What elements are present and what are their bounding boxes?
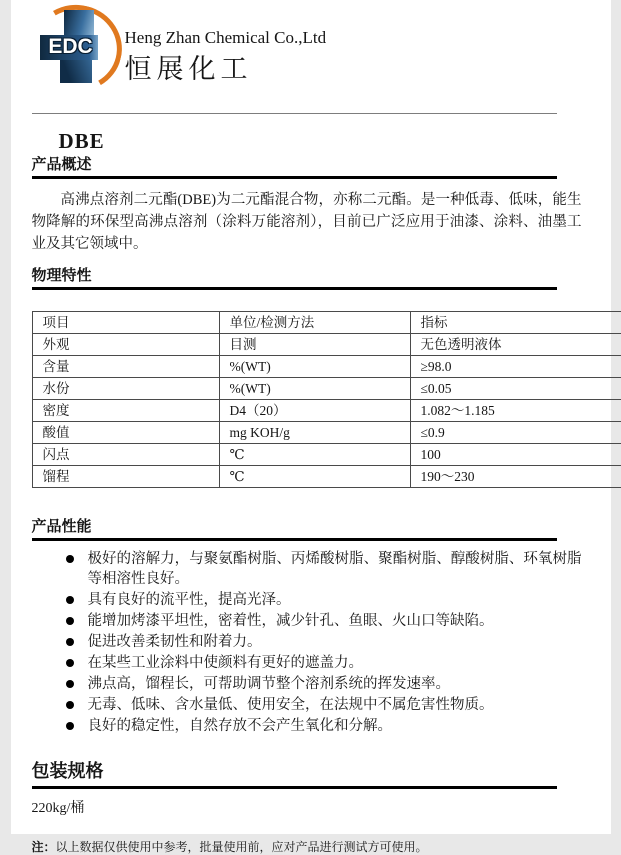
bullet-text: 具有良好的流平性，提高光泽。 (88, 592, 291, 608)
list-item (32, 716, 582, 736)
list-item (32, 632, 582, 652)
col-header-item: 项目 (32, 312, 219, 334)
table-row (32, 356, 621, 378)
table-row (32, 400, 621, 422)
packaging-spec: 220kg/桶 (32, 800, 611, 818)
cell-item: 酸值 (32, 422, 219, 444)
bullet-icon (66, 659, 74, 667)
cell-item: 馏程 (32, 466, 219, 488)
bullet-text: 无毒、低味、含水量低、使用安全，在法规中不属危害性物质。 (88, 697, 494, 713)
cell-unit: ℃ (219, 466, 410, 488)
cell-unit: %(WT) (219, 356, 410, 378)
cell-unit: mg KOH/g (219, 422, 410, 444)
section-heading-physical: 物理特性 (32, 267, 557, 290)
company-block (125, 8, 327, 85)
bullet-text: 良好的稳定性，自然存放不会产生氧化和分解。 (88, 718, 393, 734)
header-divider (32, 113, 557, 114)
cell-spec: 100 (410, 444, 621, 466)
bullet-text: 在某些工业涂料中使颜料有更好的遮盖力。 (88, 655, 364, 671)
bullet-icon (66, 680, 74, 688)
cell-spec: 1.082～1.185 (410, 400, 621, 422)
company-name-en: Heng Zhan Chemical Co.,Ltd (125, 28, 327, 48)
cell-item: 水份 (32, 378, 219, 400)
table-row (32, 466, 621, 488)
list-item (32, 549, 582, 589)
section-heading-packaging: 包装规格 (32, 760, 557, 789)
list-item (32, 611, 582, 631)
bullet-icon (66, 555, 74, 563)
performance-bullet-list (32, 549, 582, 736)
bullet-text: 能增加烤漆平坦性，密着性，减少针孔、鱼眼、火山口等缺陷。 (88, 613, 494, 629)
cell-spec: ≥98.0 (410, 356, 621, 378)
cell-spec: ≤0.9 (410, 422, 621, 444)
edc-logo-icon (36, 8, 110, 82)
table-row (32, 444, 621, 466)
footnote-label: 注： (32, 840, 56, 854)
cell-item: 外观 (32, 334, 219, 356)
bullet-text: 促进改善柔韧性和附着力。 (88, 634, 262, 650)
cell-unit: D4（20） (219, 400, 410, 422)
cell-item: 密度 (32, 400, 219, 422)
col-header-spec: 指标 (410, 312, 621, 334)
product-datasheet-page (11, 0, 611, 834)
bullet-icon (66, 617, 74, 625)
cell-item: 闪点 (32, 444, 219, 466)
bullet-text: 极好的溶解力，与聚氨酯树脂、丙烯酸树脂、聚酯树脂、醇酸树脂、环氧树脂等相溶性良好。 (88, 551, 582, 587)
cell-spec: ≤0.05 (410, 378, 621, 400)
cell-unit: 目测 (219, 334, 410, 356)
bullet-icon (66, 638, 74, 646)
bullet-icon (66, 596, 74, 604)
footnote-text: 以上数据仅供使用中参考，批量使用前，应对产品进行测试方可使用。 (56, 840, 428, 854)
company-name-zh: 恒展化工 (125, 53, 327, 85)
cell-unit: ℃ (219, 444, 410, 466)
logo-text: EDC (41, 34, 101, 60)
list-item (32, 590, 582, 610)
cell-unit: %(WT) (219, 378, 410, 400)
footnote (32, 839, 582, 855)
physical-properties-table (32, 311, 621, 488)
table-row (32, 422, 621, 444)
bullet-icon (66, 701, 74, 709)
page-title: DBE (59, 129, 611, 154)
list-item (32, 653, 582, 673)
col-header-unit: 单位/检测方法 (219, 312, 410, 334)
cell-item: 含量 (32, 356, 219, 378)
bullet-text: 沸点高，馏程长，可帮助调节整个溶剂系统的挥发速率。 (88, 676, 451, 692)
list-item (32, 674, 582, 694)
table-row (32, 334, 621, 356)
section-heading-overview: 产品概述 (32, 156, 557, 179)
list-item (32, 695, 582, 715)
table-row (32, 378, 621, 400)
table-header-row (32, 312, 621, 334)
section-heading-performance: 产品性能 (32, 518, 557, 541)
cell-spec: 无色透明液体 (410, 334, 621, 356)
header (11, 0, 611, 85)
overview-paragraph: 高沸点溶剂二元酯(DBE)为二元酯混合物，亦称二元酯。是一种低毒、低味，能生物降解的环保型高沸点溶剂（涂料万能溶剂），目前已广泛应用于油漆、涂料、油墨工业及其它领域中。 (32, 189, 582, 255)
cell-spec: 190～230 (410, 466, 621, 488)
bullet-icon (66, 722, 74, 730)
